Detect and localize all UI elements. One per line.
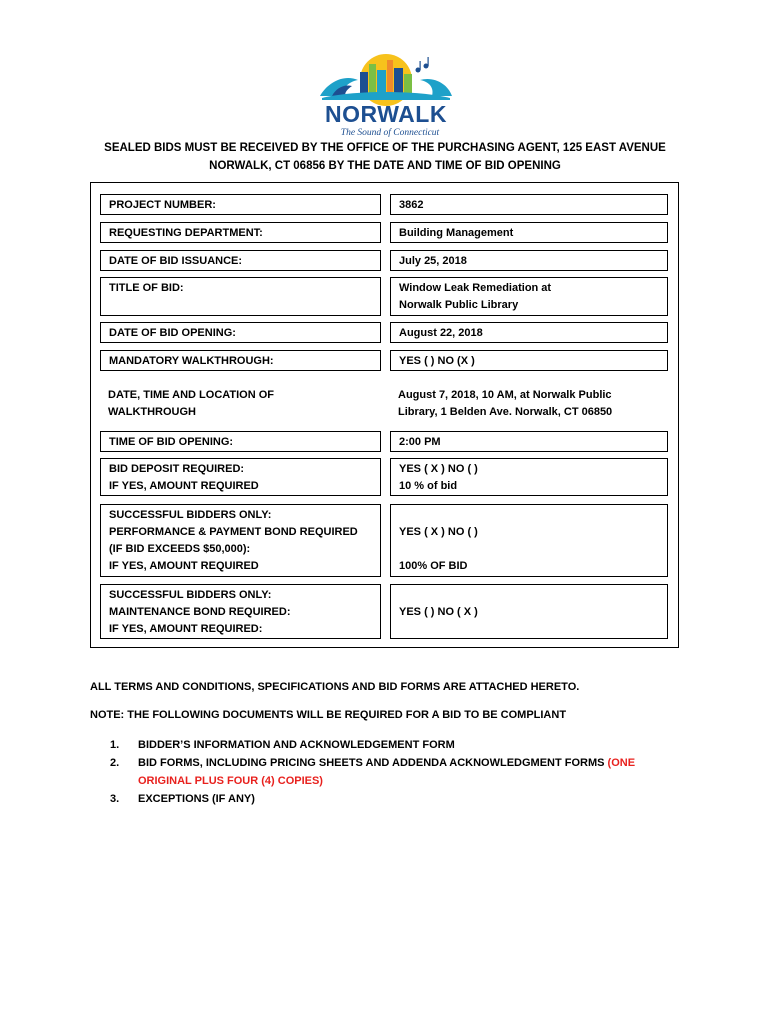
bid-deposit-value: YES ( X ) NO ( ) 10 % of bid	[390, 458, 668, 496]
list-item: 3. EXCEPTIONS (IF ANY)	[110, 793, 255, 805]
logo-wordmark: NORWALK	[325, 101, 447, 127]
logo-tagline: The Sound of Connecticut	[340, 128, 440, 138]
bid-opening-time-label: TIME OF BID OPENING:	[100, 431, 381, 452]
list-item: 1. BIDDER’S INFORMATION AND ACKNOWLEDGEMENT FORM	[110, 739, 455, 751]
project-number-label: PROJECT NUMBER:	[100, 194, 381, 215]
requesting-department-value: Building Management	[390, 222, 668, 243]
required-documents-list	[110, 736, 670, 808]
norwalk-logo	[314, 52, 458, 138]
copies-requirement: (ONE	[607, 757, 636, 769]
bid-opening-date-value: August 22, 2018	[390, 322, 668, 343]
mandatory-walkthrough-value: YES ( ) NO (X )	[390, 350, 668, 371]
bid-issuance-date-label: DATE OF BID ISSUANCE:	[100, 250, 381, 271]
requesting-department-label: REQUESTING DEPARTMENT:	[100, 222, 381, 243]
bid-deposit-label: BID DEPOSIT REQUIRED: IF YES, AMOUNT REQUIRED	[100, 458, 381, 496]
submission-instructions	[90, 139, 680, 175]
bid-issuance-date-value: July 25, 2018	[390, 250, 668, 271]
maintenance-bond-label: SUCCESSFUL BIDDERS ONLY: MAINTENANCE BOND REQUIRED: IF YES, AMOUNT REQUIRED:	[100, 584, 381, 639]
bid-opening-date-label: DATE OF BID OPENING:	[100, 322, 381, 343]
compliance-note: NOTE: THE FOLLOWING DOCUMENTS WILL BE REQUIRED FOR A BID TO BE COMPLIANT	[90, 709, 567, 721]
walkthrough-details-value: August 7, 2018, 10 AM, at Norwalk Public Library, 1 Belden Ave. Norwalk, CT 06850	[398, 389, 613, 418]
performance-bond-label: SUCCESSFUL BIDDERS ONLY: PERFORMANCE & PAYMENT BOND REQUIRED (IF BID EXCEEDS $50,000): IF YES, AMOUNT REQUIRED	[100, 504, 381, 577]
maintenance-bond-value: YES ( ) NO ( X )	[390, 584, 668, 639]
list-item: 2. BID FORMS, INCLUDING PRICING SHEETS AND ADDENDA ACKNOWLEDGMENT FORMS (ONE ORIGINAL PLUS FOUR (4) COPIES)	[110, 757, 636, 787]
heading-line-1: SEALED BIDS MUST BE RECEIVED BY THE OFFICE OF THE PURCHASING AGENT, 125 EAST AVENUE	[104, 142, 666, 154]
terms-statement: ALL TERMS AND CONDITIONS, SPECIFICATIONS AND BID FORMS ARE ATTACHED HERETO.	[90, 681, 580, 693]
heading-line-2: NORWALK, CT 06856 BY THE DATE AND TIME OF BID OPENING	[209, 160, 561, 172]
walkthrough-details-label: DATE, TIME AND LOCATION OF WALKTHROUGH	[108, 389, 275, 418]
copies-requirement-continued: ORIGINAL PLUS FOUR (4) COPIES)	[138, 775, 323, 787]
project-number-value: 3862	[390, 194, 668, 215]
bid-opening-time-value: 2:00 PM	[390, 431, 668, 452]
mandatory-walkthrough-label: MANDATORY WALKTHROUGH:	[100, 350, 381, 371]
performance-bond-value: YES ( X ) NO ( ) 100% OF BID	[390, 504, 668, 577]
bid-title-value: Window Leak Remediation at Norwalk Public Library	[390, 277, 668, 316]
bid-title-label: TITLE OF BID:	[100, 277, 381, 316]
